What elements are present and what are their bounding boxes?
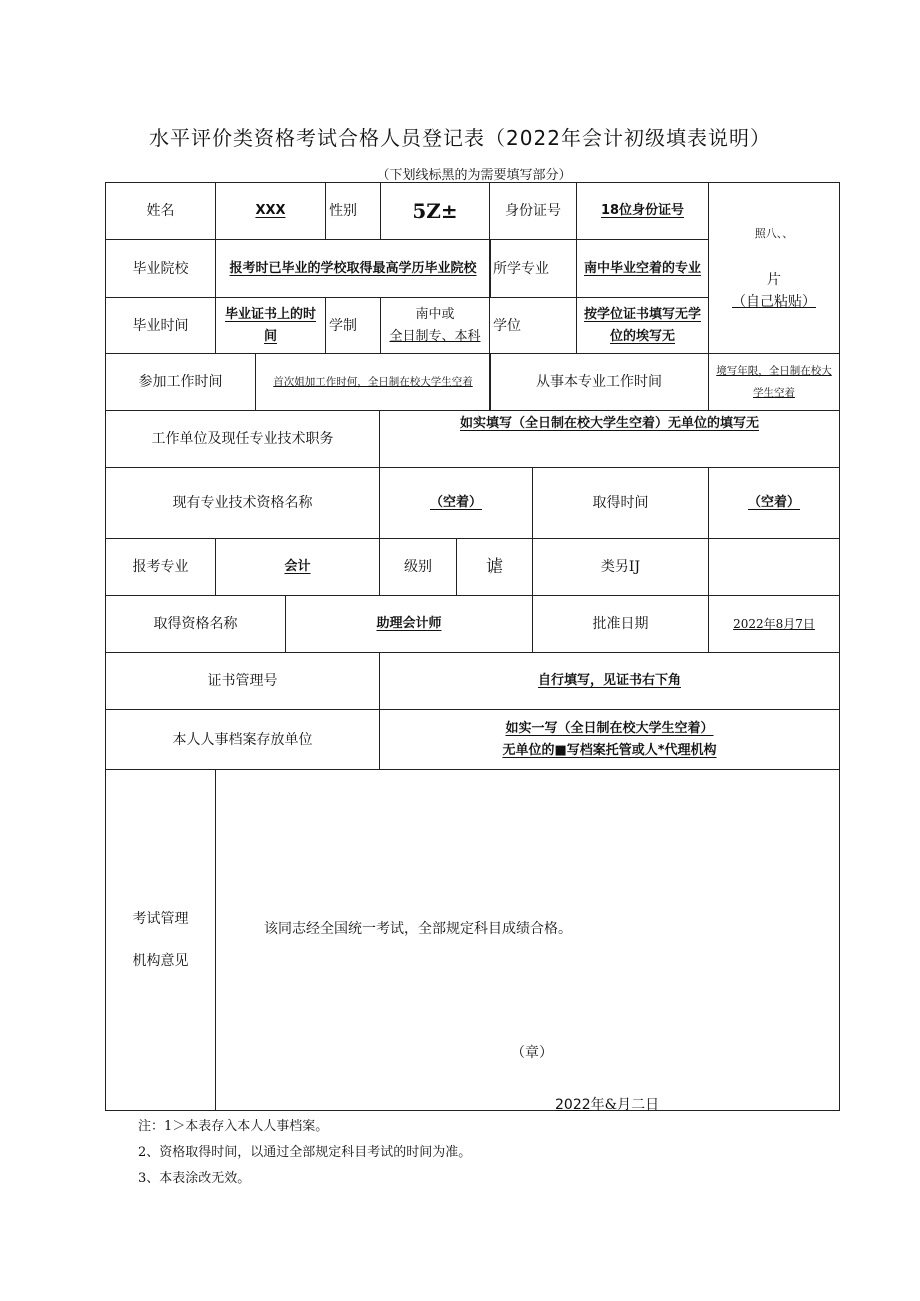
archive-value-2: 无单位的■写档案托管或人*代理机构 bbox=[502, 742, 717, 758]
photo-label-3: （自己粘贴） bbox=[732, 294, 816, 310]
system-value bbox=[380, 297, 490, 354]
opinion-label-2: 机构意见 bbox=[132, 953, 189, 969]
grad-time-value-text: 毕业证书上的时间 bbox=[224, 306, 316, 344]
degree-value bbox=[576, 297, 709, 354]
cert-number-value bbox=[379, 652, 840, 710]
id-value bbox=[576, 182, 709, 240]
exam-major-value-text: 会计 bbox=[284, 559, 311, 574]
category-value bbox=[708, 538, 840, 596]
level-value: 谑 bbox=[456, 538, 533, 596]
opinion-date-rest: 年&月二日 bbox=[590, 1097, 660, 1113]
major-value-text: 南中毕业空着的专业 bbox=[583, 260, 701, 276]
note-1: 注：1＞本表存入本人人事档案。 bbox=[138, 1119, 329, 1134]
approve-date-label: 批准日期 bbox=[532, 595, 709, 653]
page-title: 水平评价类资格考试合格人员登记表（2022年会计初级填表说明） bbox=[149, 126, 771, 150]
degree-value-text: 按学位证书填写无学位的埃写无 bbox=[583, 306, 701, 344]
qualification-label: 现有专业技术资格名称 bbox=[105, 467, 380, 539]
work-start-label: 参加工作时间 bbox=[105, 353, 256, 411]
school-value bbox=[215, 239, 491, 298]
gender-label: 性别 bbox=[325, 182, 381, 240]
level-label: 级别 bbox=[379, 538, 457, 596]
exam-major-value bbox=[215, 538, 380, 596]
cert-number-value-text: 自行填写，见证书右下角 bbox=[537, 673, 681, 688]
school-label: 毕业院校 bbox=[105, 239, 216, 298]
school-value-text: 报考时已毕业的学校取得最高学历毕业院校 bbox=[229, 260, 477, 276]
grad-time-label: 毕业时间 bbox=[105, 297, 216, 354]
work-years-value: 境写年限，全日制在校大学生空着 bbox=[708, 353, 840, 411]
obtained-qual-label: 取得资格名称 bbox=[105, 595, 286, 653]
name-label: 姓名 bbox=[105, 182, 216, 240]
work-years-label: 从事本专业工作时间 bbox=[489, 353, 709, 411]
major-value bbox=[576, 239, 709, 298]
employer-value bbox=[379, 410, 840, 468]
work-start-value: 首次姐加工作时何，全日制在校大学生空着 bbox=[255, 353, 491, 411]
name-value bbox=[215, 182, 326, 240]
system-label: 学制 bbox=[325, 297, 381, 354]
major-label: 所学专业 bbox=[489, 239, 577, 298]
qual-time-value-text: （空着） bbox=[747, 495, 800, 510]
category-label: 类另IJ bbox=[532, 538, 709, 596]
cert-number-label: 证书管理号 bbox=[105, 652, 380, 710]
id-label: 身份证号 bbox=[489, 182, 577, 240]
degree-label: 学位 bbox=[489, 297, 577, 354]
archive-value-1: 如实一写（全日制在校大学生空着） bbox=[505, 720, 714, 736]
system-value-2: 全日制专、本科 bbox=[389, 328, 481, 344]
note-3: 3、本表涂改无效。 bbox=[138, 1171, 251, 1186]
page-subtitle: （下划线标黑的为需要填写部分） bbox=[376, 168, 572, 183]
registration-form-table bbox=[105, 182, 840, 1111]
opinion-box bbox=[215, 769, 840, 1111]
employer-value-text: 如实填写（全日制在校大学生空着）无单位的填写无 bbox=[459, 416, 759, 431]
grad-time-value bbox=[215, 297, 326, 354]
opinion-text: 该同志经全国统一考试，全部规定科目成绩合格。 bbox=[264, 921, 572, 937]
note-2: 2、资格取得时间，以通过全部规定科目考试的时间为准。 bbox=[138, 1145, 472, 1160]
system-value-1: 南中或 bbox=[415, 306, 455, 322]
archive-value bbox=[379, 709, 840, 770]
photo-box bbox=[708, 182, 840, 354]
photo-label-1: 照八、、 bbox=[754, 227, 794, 240]
qual-time-value bbox=[708, 467, 840, 539]
archive-label: 本人人事档案存放单位 bbox=[105, 709, 380, 770]
qualification-value-text: （空着） bbox=[429, 495, 482, 510]
qual-time-label: 取得时间 bbox=[532, 467, 709, 539]
footnotes bbox=[138, 1114, 471, 1192]
gender-value: 5Z± bbox=[380, 182, 490, 240]
qualification-value bbox=[379, 467, 533, 539]
obtained-qual-value bbox=[285, 595, 533, 653]
opinion-date bbox=[555, 1094, 659, 1116]
photo-label-2: 片 bbox=[767, 272, 781, 288]
opinion-label-1: 考试管理 bbox=[132, 911, 189, 927]
exam-major-label: 报考专业 bbox=[105, 538, 216, 596]
approve-date-value: 2022年8月7日 bbox=[708, 595, 840, 653]
name-value-text: XXX bbox=[255, 203, 286, 218]
opinion-date-year: 2022 bbox=[555, 1097, 591, 1113]
employer-label: 工作单位及现任专业技术职务 bbox=[105, 410, 380, 468]
obtained-qual-value-text: 助理会计师 bbox=[376, 616, 442, 631]
id-value-text: 18位身份证号 bbox=[600, 203, 685, 218]
seal-text: （章） bbox=[511, 1045, 553, 1061]
opinion-label bbox=[105, 769, 216, 1111]
